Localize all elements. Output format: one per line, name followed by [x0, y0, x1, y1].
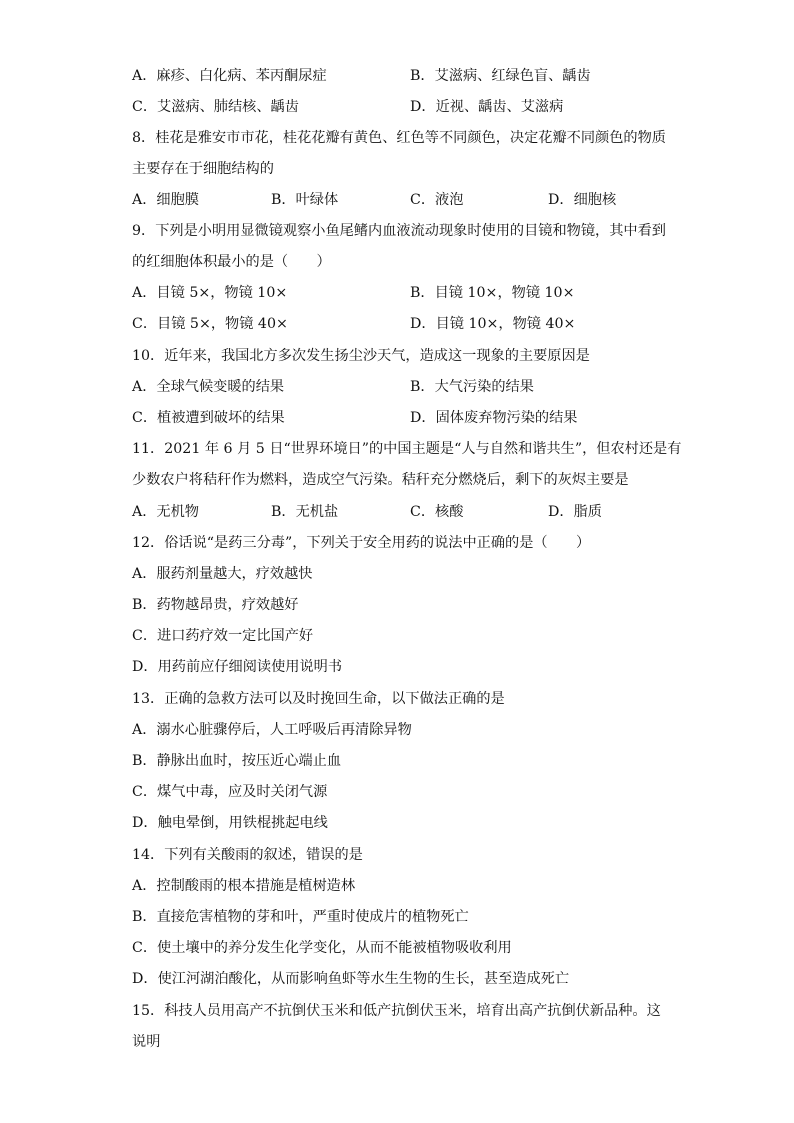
- q8-option-a: A．细胞膜: [132, 192, 199, 208]
- q11-option-c: C．核酸: [410, 504, 464, 520]
- q10-option-a: A．全球气候变暖的结果: [132, 379, 285, 395]
- q9-option-b: B．目镜 10×，物镜 10×: [410, 285, 575, 301]
- q11-stem-line2: 少数农户将秸秆作为燃料，造成空气污染。秸秆充分燃烧后，剩下的灰烬主要是: [132, 472, 629, 488]
- q12-option-d: D．用药前应仔细阅读使用说明书: [132, 659, 343, 675]
- q10-option-d: D．固体废弃物污染的结果: [410, 410, 578, 426]
- q13-option-a: A．溺水心脏骤停后，人工呼吸后再清除异物: [132, 722, 412, 738]
- q14-option-d: D．使江河湖泊酸化，从而影响鱼虾等水生生物的生长，甚至造成死亡: [132, 971, 570, 987]
- q14-option-c: C．使土壤中的养分发生化学变化，从而不能被植物吸收利用: [132, 940, 512, 956]
- q12-option-b: B．药物越昂贵，疗效越好: [132, 597, 299, 613]
- q12-option-c: C．进口药疗效一定比国产好: [132, 628, 314, 644]
- q8-stem-line2: 主要存在于细胞结构的: [132, 161, 274, 177]
- q12-stem: 12．俗话说“是药三分毒”，下列关于安全用药的说法中正确的是（ ）: [132, 535, 591, 551]
- q11-option-a: A．无机物: [132, 504, 199, 520]
- q14-option-b: B．直接危害植物的芽和叶，严重时使成片的植物死亡: [132, 909, 469, 925]
- q15-stem-line2: 说明: [132, 1034, 161, 1050]
- q7-option-b: B．艾滋病、红绿色盲、龋齿: [410, 68, 591, 84]
- q13-option-c: C．煤气中毒，应及时关闭气源: [132, 784, 328, 800]
- q14-option-a: A．控制酸雨的根本措施是植树造林: [132, 878, 356, 894]
- q7-option-d: D．近视、龋齿、艾滋病: [410, 99, 564, 115]
- q15-stem-line1: 15．科技人员用高产不抗倒伏玉米和低产抗倒伏玉米，培育出高产抗倒伏新品种。这: [132, 1003, 661, 1019]
- q13-option-d: D．触电晕倒，用铁棍挑起电线: [132, 815, 328, 831]
- q14-stem: 14．下列有关酸雨的叙述，错误的是: [132, 847, 363, 863]
- q8-option-b: B．叶绿体: [271, 192, 339, 208]
- q10-option-c: C．植被遭到破坏的结果: [132, 410, 285, 426]
- q8-option-d: D．细胞核: [548, 192, 617, 208]
- q9-option-d: D．目镜 10×，物镜 40×: [410, 316, 576, 332]
- q11-option-d: D．脂质: [548, 504, 602, 520]
- q7-option-c: C．艾滋病、肺结核、龋齿: [132, 99, 299, 115]
- q11-stem-line1: 11．2021 年 6 月 5 日“世界环境日”的中国主题是“人与自然和谐共生”，但农村还是有: [132, 441, 682, 457]
- q8-stem-line1: 8．桂花是雅安市市花，桂花花瓣有黄色、红色等不同颜色，决定花瓣不同颜色的物质: [132, 130, 666, 146]
- q13-option-b: B．静脉出血时，按压近心端止血: [132, 753, 342, 769]
- q11-option-b: B．无机盐: [271, 504, 339, 520]
- q8-option-c: C．液泡: [410, 192, 464, 208]
- q10-stem: 10．近年来，我国北方多次发生扬尘沙天气，造成这一现象的主要原因是: [132, 348, 590, 364]
- q10-option-b: B．大气污染的结果: [410, 379, 534, 395]
- q9-stem-line2: 的红细胞体积最小的是（ ）: [132, 254, 331, 270]
- q13-stem: 13．正确的急救方法可以及时挽回生命，以下做法正确的是: [132, 691, 505, 707]
- q9-option-c: C．目镜 5×，物镜 40×: [132, 316, 288, 332]
- q7-option-a: A．麻疹、白化病、苯丙酮尿症: [132, 68, 327, 84]
- q9-stem-line1: 9．下列是小明用显微镜观察小鱼尾鳍内血液流动现象时使用的目镜和物镜，其中看到: [132, 223, 666, 239]
- q12-option-a: A．服药剂量越大，疗效越快: [132, 566, 313, 582]
- q9-option-a: A．目镜 5×，物镜 10×: [132, 285, 288, 301]
